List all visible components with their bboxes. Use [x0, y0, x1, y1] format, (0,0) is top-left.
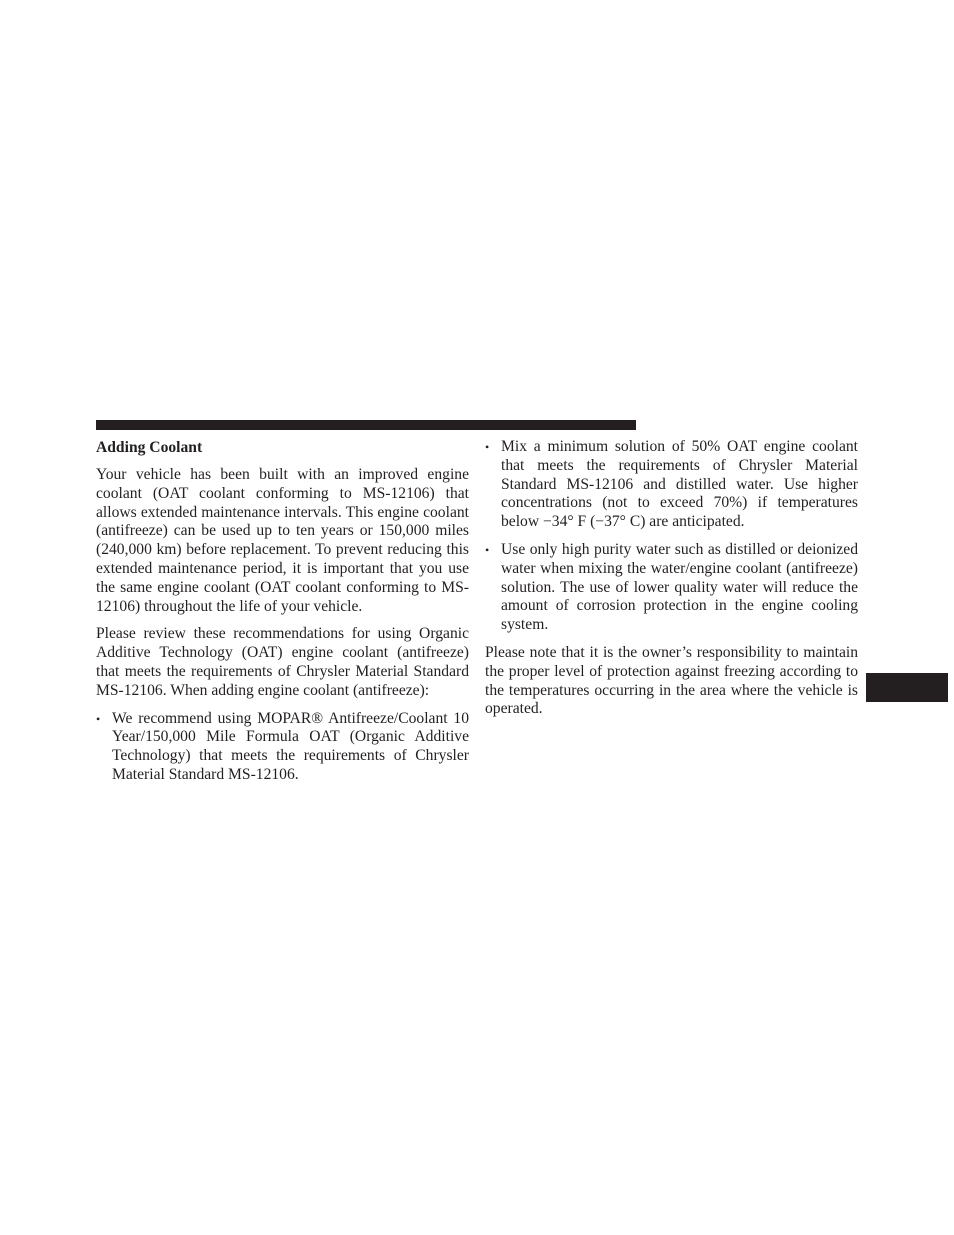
- bullet-text: We recommend using MOPAR® Antifreeze/Coolant 10 Year/150,000 Mile Formula OAT (Organic Additive Technology) that meets the requirements of Chrysler Material Standard MS-12106.: [112, 709, 469, 783]
- closing-paragraph: Please note that it is the owner’s responsibility to maintain the proper level of protection against freezing according to the temperatures occurring in the area where the vehicle is operated.: [485, 643, 858, 718]
- bullet-item-water-purity: [485, 541, 858, 635]
- section-header-rule: [96, 420, 636, 430]
- intro-paragraph: Your vehicle has been built with an improved engine coolant (OAT coolant conforming to MS-12106) that allows extended maintenance intervals. This engine coolant (antifreeze) can be used up to ten years or 150,000 miles (240,000 km) before replacement. To prevent reducing this extended maintenance period, it is important that you use the same engine coolant (OAT coolant conforming to MS-12106) throughout the life of your vehicle.: [96, 466, 469, 615]
- chapter-thumb-tab: [866, 673, 948, 702]
- right-column: [485, 438, 858, 728]
- bullet-item-mix-solution: [485, 438, 858, 532]
- bullet-list-left: [96, 710, 469, 785]
- bullet-text: Mix a minimum solution of 50% OAT engine coolant that meets the requirements of Chrysler Material Standard MS-12106 and distilled water. Use higher concentrations (not to exceed 70%) if temperatures below −34° F (−37° C) are anticipated.: [501, 438, 858, 531]
- bullet-list-right: [485, 438, 858, 635]
- bullet-icon: •: [485, 440, 490, 454]
- left-column: [96, 438, 469, 794]
- bullet-text: Use only high purity water such as distilled or deionized water when mixing the water/engine coolant (antifreeze) solution. The use of lower quality water will reduce the amount of corrosion protection in the engine cooling system.: [501, 540, 858, 634]
- bullet-item-mopar: [96, 710, 469, 785]
- bullet-icon: •: [96, 711, 101, 726]
- recommendations-paragraph: Please review these recommendations for using Organic Additive Technology (OAT) engine coolant (antifreeze) that meets the requirements of Chrysler Material Standard MS-12106. When adding engine coolant (antifreeze):: [96, 625, 469, 699]
- section-heading: Adding Coolant: [96, 439, 203, 456]
- bullet-icon: •: [485, 542, 490, 557]
